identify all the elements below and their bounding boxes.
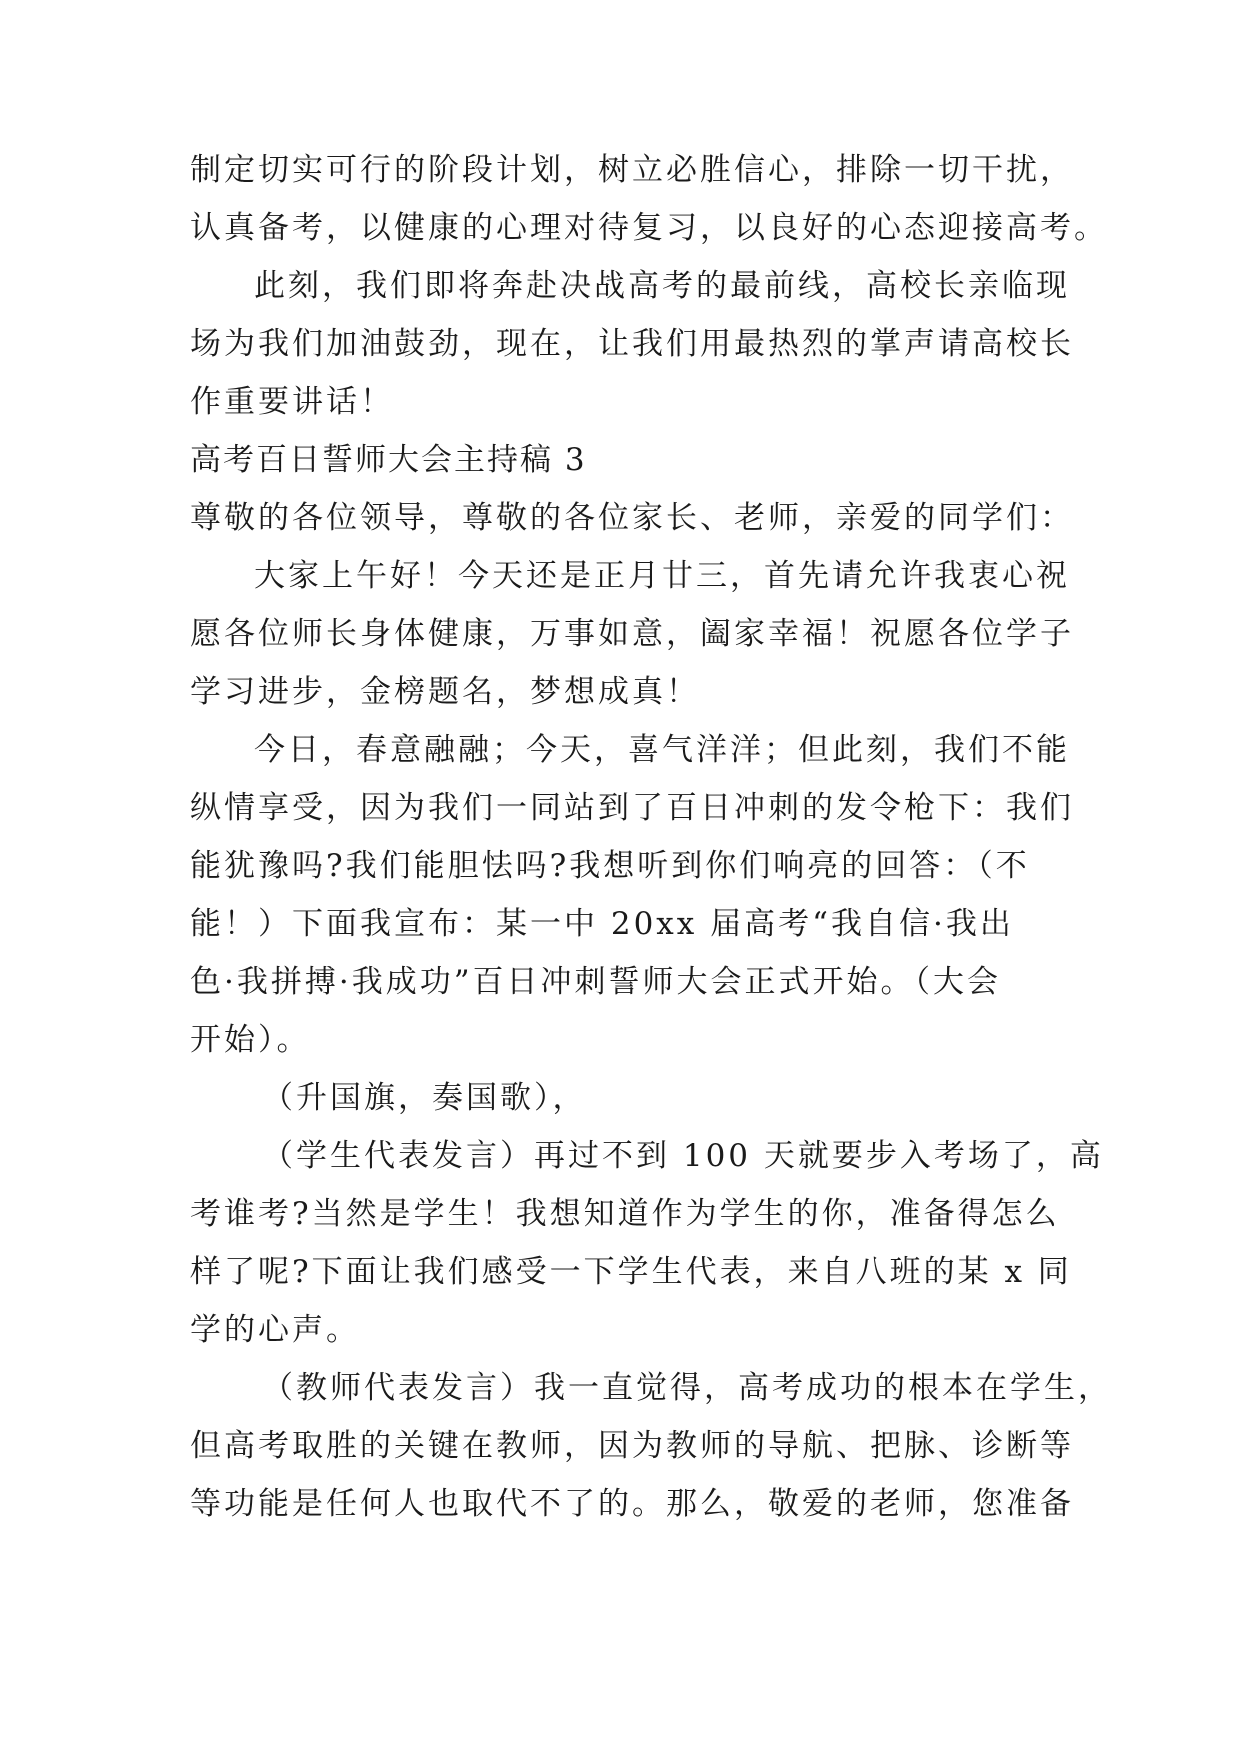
- text-line: 开始）。: [190, 1022, 311, 1058]
- paragraph-start: 今日，春意融融；今天，喜气洋洋；但此刻，我们不能: [254, 732, 1070, 768]
- text-line: 纵情享受，因为我们一同站到了百日冲刺的发令枪下：我们: [190, 790, 1074, 826]
- paragraph-start: （升国旗，奏国歌），: [262, 1080, 587, 1116]
- paragraph-start: 此刻，我们即将奔赴决战高考的最前线，高校长亲临现: [254, 268, 1070, 304]
- text-line: 学习进步，金榜题名，梦想成真！: [190, 674, 700, 710]
- text-line: 愿各位师长身体健康，万事如意，阖家幸福！祝愿各位学子: [190, 616, 1074, 652]
- text-line: 制定切实可行的阶段计划，树立必胜信心，排除一切干扰，: [190, 152, 1074, 188]
- text-line: 色·我拼搏·我成功”百日冲刺誓师大会正式开始。（大会: [190, 964, 1002, 1000]
- text-line: 考谁考?当然是学生！我想知道作为学生的你，准备得怎么: [190, 1196, 1060, 1232]
- paragraph-start: （学生代表发言）再过不到 100 天就要步入考场了，高: [262, 1138, 1104, 1174]
- text-line: 样了呢?下面让我们感受一下学生代表，来自八班的某 x 同: [190, 1254, 1072, 1290]
- text-line: 等功能是任何人也取代不了的。那么，敬爱的老师，您准备: [190, 1486, 1074, 1522]
- text-line: 能犹豫吗?我们能胆怯吗?我想听到你们响亮的回答：（不: [190, 848, 1030, 884]
- text-line: 能！）下面我宣布：某一中 20xx 届高考“我自信·我出: [190, 906, 1014, 942]
- salutation: 尊敬的各位领导，尊敬的各位家长、老师，亲爱的同学们：: [190, 500, 1074, 536]
- text-line: 认真备考，以健康的心理对待复习，以良好的心态迎接高考。: [190, 210, 1108, 246]
- text-line: 场为我们加油鼓劲，现在，让我们用最热烈的掌声请高校长: [190, 326, 1074, 362]
- text-line: 学的心声。: [190, 1312, 360, 1348]
- text-line: 作重要讲话！: [190, 384, 394, 420]
- section-title: 高考百日誓师大会主持稿 3: [190, 442, 587, 478]
- paragraph-start: （教师代表发言）我一直觉得，高考成功的根本在学生，: [262, 1370, 1112, 1406]
- text-line: 但高考取胜的关键在教师，因为教师的导航、把脉、诊断等: [190, 1428, 1074, 1464]
- paragraph-start: 大家上午好！今天还是正月廿三，首先请允许我衷心祝: [254, 558, 1070, 594]
